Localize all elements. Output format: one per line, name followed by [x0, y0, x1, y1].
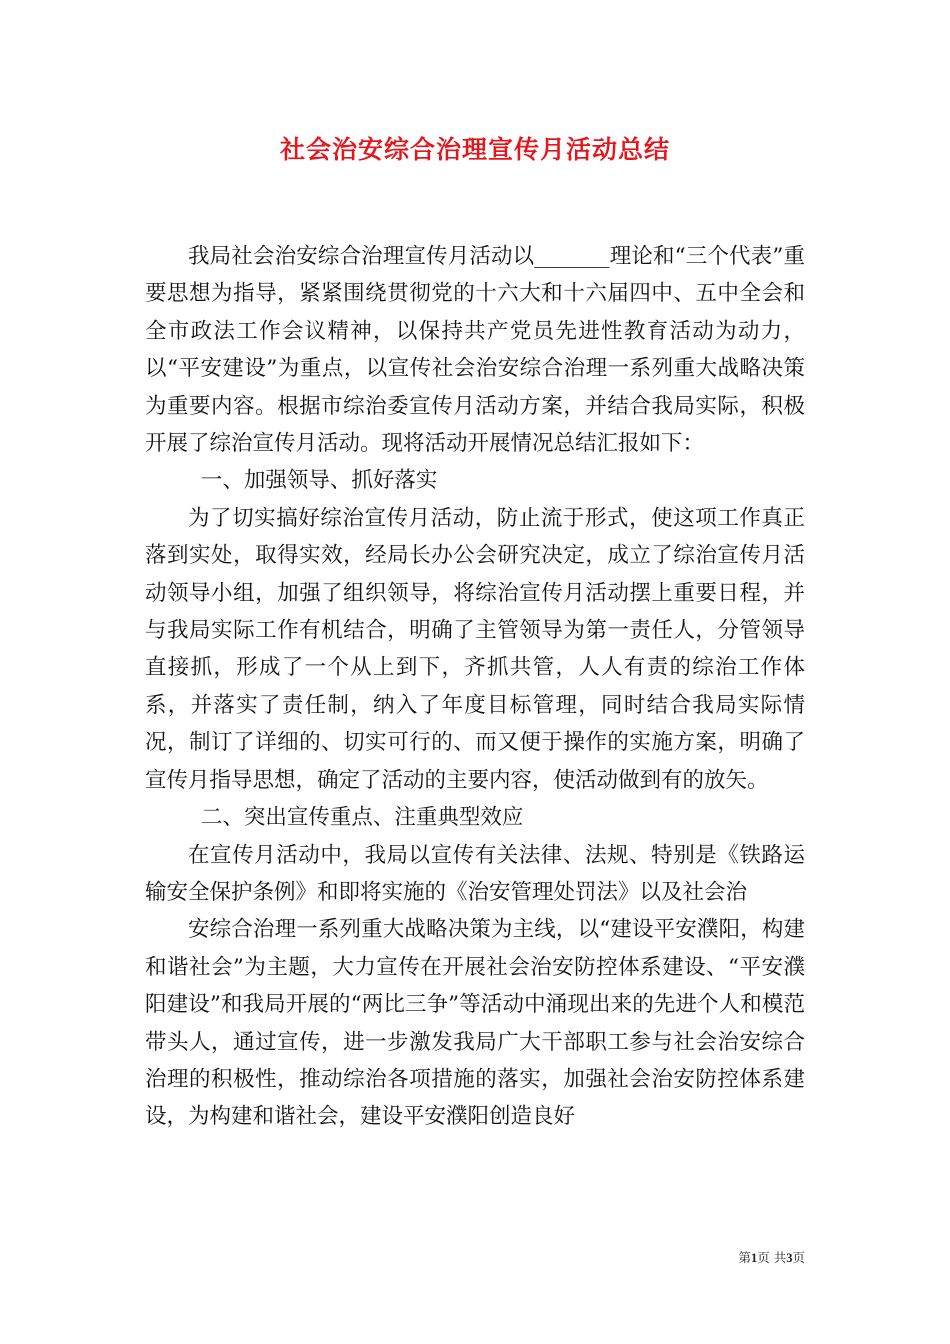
paragraph-section-2b: 安综合治理一系列重大战略决策为主线，以“建设平安濮阳，构建和谐社会”为主题，大力宣传在开展社会治安防控体系建设、“平安濮阳建设”和我局开展的“两比三争”等活动中涌现出来的先进个人和模范带头人，通过宣传，进一步激发我局广大干部职工参与社会治安综合治理的积极性，推动综治各项措施的落实，加强社会治安防控体系建设，为构建和谐社会，建设平安濮阳创造良好 [145, 917, 805, 1130]
document-title: 社会治安综合治理宣传月活动总结 [279, 135, 670, 164]
paragraph-intro: 我局社会治安综合治理宣传月活动以_______理论和“三个代表”重要思想为指导，紧紧围绕贯彻党的十六大和十六届四中、五中全会和全市政法工作会议精神，以保持共产党员先进性教育活动为动力，以“平安建设”为重点，以宣传社会治安综合治理一系列重大战略决策为重要内容。根据市综治委宣传月活动方案，并结合我局实际，积极开展了综治宣传月活动。现将活动开展情况总结汇报如下： [145, 244, 805, 457]
footer-page-number: 1 [751, 1251, 758, 1265]
section-heading-2: 二、突出宣传重点、注重典型效应 [200, 805, 524, 831]
paragraph-section-2a: 在宣传月活动中，我局以宣传有关法律、法规、特别是《铁路运输安全保护条例》和即将实施的《治安管理处罚法》以及社会治 [145, 842, 805, 905]
footer-middle: 页 共 [757, 1250, 787, 1265]
paragraph-section-1: 为了切实搞好综治宣传月活动，防止流于形式，使这项工作真正落到实处，取得实效，经局长办公会研究决定，成立了综治宣传月活动领导小组，加强了组织领导，将综治宣传月活动摆上重要日程，并与我局实际工作有机结合，明确了主管领导为第一责任人，分管领导直接抓，形成了一个从上到下，齐抓共管，人人有责的综治工作体系，并落实了责任制，纳入了年度目标管理，同时结合我局实际情况，制订了详细的、切实可行的、而又便于操作的实施方案，明确了宣传月指导思想，确定了活动的主要内容，使活动做到有的放矢。 [145, 505, 805, 793]
footer-prefix: 第 [738, 1250, 751, 1265]
page-footer [738, 1248, 805, 1266]
section-heading-1: 一、加强领导、抓好落实 [200, 468, 438, 494]
footer-suffix: 页 [792, 1250, 805, 1265]
footer-total-pages: 3 [786, 1251, 793, 1265]
document-body [145, 238, 805, 1136]
